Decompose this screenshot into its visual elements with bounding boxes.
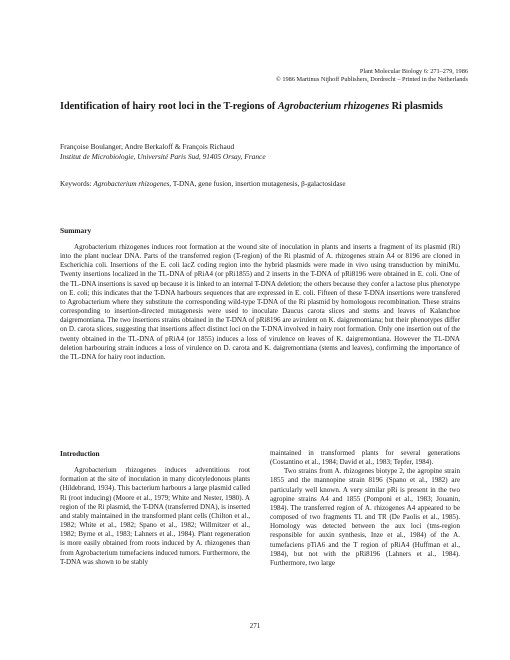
title-part-1: Identification of hairy root loci in the T-regions of — [60, 101, 278, 112]
author-block — [60, 142, 460, 162]
introduction-paragraph-continued: maintained in transformed plants for several generations (Costantino et al., 1984; David et al., 1983; Tepfer, 1984). — [270, 449, 460, 467]
keywords-rest: , T-DNA, gene fusion, insertion mutagenesis, β-galactosidase — [169, 180, 346, 188]
article-title — [60, 100, 460, 113]
title-part-2: Ri plasmids — [389, 101, 443, 112]
journal-citation: Plant Molecular Biology 6: 271–279, 1986 — [359, 68, 468, 75]
author-names: Françoise Boulanger, Andre Berkaloff & François Richaud — [60, 142, 235, 151]
left-column — [60, 449, 250, 567]
right-column — [270, 449, 460, 568]
introduction-paragraph-1: Agrobacterium rhizogenes induces adventitious root formation at the site of inoculation in many dicotyledonous plants (Hildebrand, 1934). This bacterium harbours a large plasmid called Ri (root inducing) (Moore et al., 1979; White and Nester, 1980). A region of the Ri plasmid, the T-DNA (transferred DNA), is inserted and stably maintained in the transformed plant cells (Chilton et al., 1982; White et al., 1982; Spano et al., 1982; Willmitzer et al., 1982; Byrne et al., 1983; Lahners et al., 1984). Plant regeneration is more easily obtained from roots induced by A. rhizogenes than from Agrobacterium tumefaciens induced tumors. Furthermore, the T-DNA was shown to be stably — [60, 466, 250, 566]
summary-body — [60, 243, 460, 362]
publisher-line: © 1986 Martinus Nijhoff Publishers, Dordrecht – Printed in the Netherlands — [276, 76, 468, 84]
keywords-line — [60, 180, 460, 190]
page-number: 271 — [249, 622, 261, 630]
keywords-label: Keywords: — [60, 180, 92, 188]
introduction-paragraph-2: Two strains from A. rhizogenes biotype 2, the agropine strain 1855 and the mannopine strain 8196 (Spano et al., 1982) are particularly well known. A very similar pRi is present in the two agropine strains A4 and 1855 (Pomponi et al., 1983; Jouanin, 1984). The transferred region of A. rhizogenes A4 appeared to be composed of two fragments TL and TR (De Paolis et al., 1985). Homology was detected between the aux loci (tms-region responsible for auxin synthesis, Inze et al., 1984) of the A. tumefaciens pTiA6 and the T region of pRiA4 (Huffman et al., 1984), but not with the pRi8196 (Lahners et al., 1984). Furthermore, two large — [270, 467, 460, 567]
keywords-italic: Agrobacterium rhizogenes — [93, 180, 170, 188]
summary-paragraph: Agrobacterium rhizogenes induces root formation at the wound site of inoculation in plants and inserts a fragment of its plasmid (Ri) into the plant nuclear DNA. Parts of the transferred region (T-region) of the Ri plasmid of A. rhizogenes strain A4 or 8196 are cloned in Escherichia coli. Insertions of the E. coli lacZ coding region into the hybrid plasmids were made in vivo using transduction by miniMu. Twenty insertions localized in the TL-DNA of pRiA4 (or pRi1855) and 2 inserts in the T-DNA of pRi8196 were obtained in E. coli. One of the TL-DNA insertions is saved up because it is linked to an internal T-DNA deletion; the others because they confer a lactose plus phenotype on E. coli; this indicates that the T-DNA harbours sequences that are expressed in E. coli. Fifteen of these T-DNA insertions were transfered to Agrobacterium where they substitute the corresponding wild-type T-DNA of the Ri plasmid by homologous recombination. These strains corresponding to insertion-directed mutagenesis were used to inoculate Daucus carota slices and stems and leaves of Kalanchoe daigremontiana. The two insertions strains obtained in the T-DNA of pRi8196 are avirulent on K. daigremontiana; but their phenotypes differ on D. carota slices, suggesting that insertions affect distinct loci on the T-DNA involved in hairy root formation. Only one insertion out of the twenty obtained in the TL-DNA of pRiA4 (or 1855) induces a loss of virulence on leaves of K. daigremontiana. However the TL-DNA deletion harbouring strain induces a loss of virulence on D. carota and K. daigremontiana (stems and leaves), confirming the importance of the TL-DNA for hairy root induction. — [60, 243, 460, 361]
journal-header — [208, 68, 468, 84]
introduction-heading: Introduction — [60, 449, 100, 458]
title-italic-organism: Agrobacterium rhizogenes — [277, 101, 390, 112]
summary-heading: Summary — [60, 226, 92, 235]
author-affiliation: Institut de Microbiologie, Université Paris Sud, 91405 Orsay, France — [60, 152, 266, 161]
